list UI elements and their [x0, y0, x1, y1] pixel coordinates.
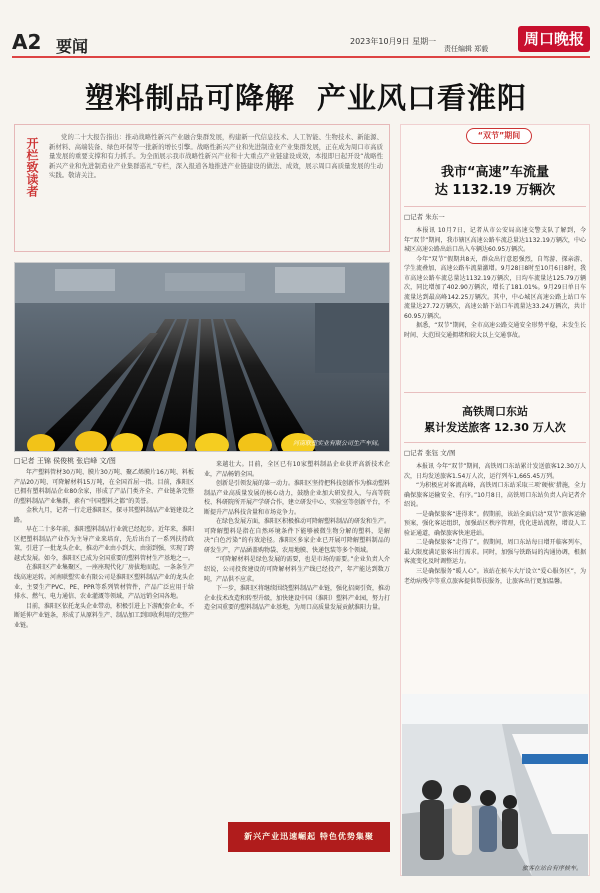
divider — [404, 442, 586, 443]
story2-headline-line1: 高铁周口东站 — [462, 405, 528, 418]
divider — [404, 392, 586, 393]
headline-part-2: 产业风口看淮阳 — [317, 81, 528, 115]
body-paragraph: 创新是引领发展的第一动力。淮阳区坚持把科技创新作为推动塑料制品产业高质量发展的核心动力，鼓励企业加大研发投入，与高等院校、科研院所开展产学研合作，建立研发中心、实验室等创新平台，不断提升产品科技含量和市场竞争力。 — [204, 480, 390, 516]
issue-date: 2023年10月9日 星期一 — [350, 37, 437, 46]
story1-headline-line2: 达 1132.19 万辆次 — [434, 183, 556, 198]
body-column-2 — [204, 460, 390, 816]
masthead-logo: 周口晚报 — [518, 26, 590, 52]
story1-credit: □记者 朱东一 — [404, 213, 445, 221]
story1-headline-line1: 我市“高速”车流量 — [440, 165, 550, 180]
main-story-credit: □记者 王锦 侯俊桃 张启峰 文/图 — [14, 457, 116, 465]
responsible-editor: 责任编辑 郑毅 — [444, 45, 489, 53]
column-intro-box — [14, 124, 390, 252]
headline-part-1: 塑料制品可降解 — [84, 81, 295, 115]
body-paragraph: 一是确保旅客“进得来”。假期前，该站全面启动“双节”旅客运输预案，强化客运组织，加强站区秩序管理，优化进站流程，增设人工验证通道，确保旅客快速进站。 — [404, 510, 586, 537]
station-illustration — [402, 694, 588, 876]
story1-headline — [404, 164, 586, 200]
body-paragraph: “为积极应对客流高峰，高铁周口东站采取三项‘硬核’措施，全力确保旅客运输安全、有序。”10月8日，高铁周口东站负责人向记者介绍说。 — [404, 482, 586, 509]
station-photo — [402, 694, 588, 876]
pipes-illustration — [15, 263, 390, 452]
body-paragraph: 本报讯 10月7日，记者从市公安局高速交警支队了解到，今年“双节”期间，我市辖区高速公路车流总量达1132.19万辆次，中心城区高速公路出站口出入车辆达60.95万辆次。 — [404, 227, 586, 254]
page-header — [12, 28, 590, 58]
factory-pipes-photo — [14, 262, 390, 452]
body-paragraph: “可降解材料是绿色发展的需要，也是市场的需要。”企业负责人介绍说，公司投资建设的可降解材料生产线已经投产，年产能达到数万吨，产品供不应求。 — [204, 556, 390, 583]
body-column-1 — [14, 468, 194, 856]
body-paragraph: 本报讯 今年“双节”期间，高铁周口东站累计发送旅客12.30万人次，日均发送旅客1.54万人次，运行列车1,665.45万列。 — [404, 463, 586, 480]
body-paragraph: 年产塑料管材30万吨、膜片30万吨、聚乙烯膜片16万吨、料板产品20万吨、可降解材料15万吨，在全国首屈一指。目前，淮阳区已拥有塑料制品企业80余家，形成了产品门类齐全、产业链条完整的塑料制品产业集群，素有“中国塑料之都”的美誉。 — [14, 469, 194, 505]
holiday-tag: “双节”期间 — [466, 128, 532, 144]
body-paragraph: 下一步，淮阳区将继续围绕塑料制品产业链，强化招商引资，推动企业技术改造和转型升级，加快建设中国（淮阳）塑料产业园，努力打造全国重要的塑料制品产业基地，为周口高质量发展贡献淮阳力量。 — [204, 585, 390, 612]
intro-text: 党的二十大报告指出：推动战略性新兴产业融合集群发展，构建新一代信息技术、人工智能、生物技术、新能源、新材料、高端装备、绿色环保等一批新的增长引擎。战略性新兴产业和先进制造业产业集群发展，正在成为周口市高质量发展的重要支撑和有力抓手。为全面展示我市战略性新兴产业和十大重点产业链建设成效，本报即日起开设“战略性新兴产业和先进制造业产业集群巡礼”专栏，深入报道各地推进产业链建设的做法、成效，展示周口高质量发展的生动实践。敬请关注。 — [49, 133, 383, 180]
divider — [404, 206, 586, 207]
body-paragraph: 在淮阳区产业集聚区，一座座现代化厂房拔地而起，一条条生产线高速运转。河南联塑实业有限公司是淮阳区塑料制品产业的龙头企业，主要生产PVC、PE、PPR等系列管材管件，产品广泛应用于给排水、燃气、电力通信、农业灌溉等领域，产品远销全国各地。 — [14, 564, 194, 601]
body-paragraph: 据悉，“双节”期间，全市高速公路交通安全形势平稳，未发生长时间、大范围交通拥堵和较大以上交通事故。 — [404, 322, 586, 340]
section-name: 要闻 — [56, 37, 89, 56]
story2-headline — [404, 404, 586, 436]
body-paragraph: 来越壮大。目前，全区已有10家塑料制品企业获评高新技术企业，产品畅销全国。 — [204, 461, 390, 478]
advertisement-banner: 新兴产业迅速崛起 特色优势集聚 — [228, 822, 390, 852]
story2-headline-line2: 累计发送旅客 12.30 万人次 — [424, 421, 566, 434]
story1-body — [404, 226, 586, 376]
intro-tag: 开栏致读者 — [25, 137, 39, 197]
body-paragraph: 金秋九月，记者一行走进淮阳区，探寻其塑料制品产业链建设之路。 — [14, 507, 194, 524]
body-paragraph: 今年“双节”假期共8天，群众出行意愿强烈，自驾游、探亲游、学生流叠加，高速公路车流量激增。9月28日8时至10月6日8时，我市高速公路车流总量达1132.19万辆次，日均车流量达125.79万辆次，同比增加了402.90万辆次，增长了181.01%。9月29日单日车流量达到最高峰142.25万辆次。其中，中心城区高速公路上站口车流量达27.72万辆次，高速公路下站口车流量达33.24万辆次，共计60.95万辆次。 — [404, 255, 586, 320]
story2-body — [404, 462, 586, 688]
body-paragraph: 在绿色发展方面，淮阳区积极推动可降解塑料制品的研发和生产。可降解塑料是指在自然环境条件下能够被微生物分解的塑料，是解决“白色污染”的有效途径。淮阳区多家企业已开展可降解塑料制品的研发生产，产品涵盖购物袋、农用地膜、快递包装等多个领域。 — [204, 518, 390, 554]
section-number: A2 — [12, 30, 42, 54]
story2-credit: □记者 张钰 文/图 — [404, 449, 456, 457]
main-headline — [46, 76, 566, 117]
body-paragraph: 二是确保旅客“走得了”。假期间，周口东站每日增开临客列车，最大限度满足旅客出行需求。同时，加强与铁路局的沟通协调，根据客流变化及时调整运力。 — [404, 539, 586, 566]
station-photo-caption: 旅客在站台有序候车。 — [521, 865, 582, 872]
body-paragraph: 目前，淮阳区依托龙头企业带动，积极引进上下游配套企业，不断延伸产业链条，形成了从原料生产、制品加工到回收利用的完整产业链。 — [14, 602, 194, 629]
body-paragraph: 三是确保服务“暖人心”。该站在候车大厅设立“爱心服务区”，为老幼病残孕等重点旅客提供帮扶服务，让旅客出行更加温馨。 — [404, 568, 586, 585]
photo-caption: 河南联塑实业有限公司生产车间。 — [292, 440, 383, 447]
body-paragraph: 早在二十多年前，淮阳塑料制品行业就已经起步。近年来，淮阳区把塑料制品产业作为主导产业来培育，先后出台了一系列扶持政策，引进了一批龙头企业，推动产业由小到大、由弱到强，实现了跨越式发展。如今，淮阳区已成为全国重要的塑料管材生产基地之一。 — [14, 526, 194, 562]
